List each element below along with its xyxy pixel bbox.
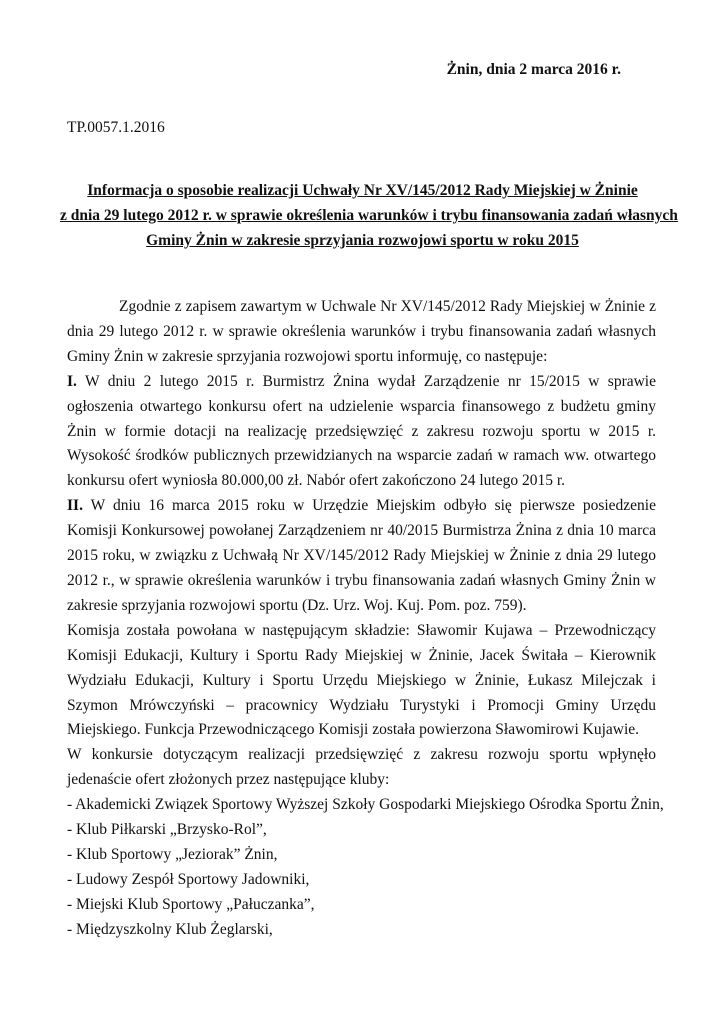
section-2 [67,494,656,619]
list-item: - Klub Sportowy „Jeziorak” Żnin, [67,845,278,863]
section-2-text: W dniu 16 marca 2015 roku w Urzędzie Miejskim odbyło się pierwsze posiedzenie Komisji Konkursowej powołanej Zarządzeniem nr 40/2015 Burmistrza Żnina z dnia 10 marca 2015 roku, w związku z Uchwałą Nr XV/145/2012 Rady Miejskiej w Żninie z dnia 29 lutego 2012 r., w sprawie określenia warunków i trybu finansowania zadań własnych Gminy Żnin w zakresie sprzyjania rozwojowi sportu (Dz. Urz. Woj. Kuj. Pom. poz. 759). [67,497,656,614]
section-1-text: W dniu 2 lutego 2015 r. Burmistrz Żnina wydał Zarządzenie nr 15/2015 w sprawie ogłoszenia otwartego konkursu ofert na udzielenie wsparcia finansowego z budżetu gminy Żnin w formie dotacji na realizację przedsięwzięć z zakresu rozwoju sportu w 2015 r. Wysokość środków publicznych przewidzianych na wsparcie zadań w ramach ww. otwartego konkursu ofert wyniosła 80.000,00 zł. Nabór ofert zakończono 24 lutego 2015 r. [67,372,656,490]
title-line-2: z dnia 29 lutego 2012 r. w sprawie określenia warunków i trybu finansowania zadań własnych [60,207,678,224]
clubs-list [67,793,664,942]
list-item: - Klub Piłkarski „Brzysko-Rol”, [67,821,267,839]
title-line-3: Gminy Żnin w zakresie sprzyjania rozwojowi sportu w roku 2015 [146,232,579,249]
section-2-label: II. [67,497,83,515]
offers-intro-paragraph: W konkursie dotyczącym realizacji przedsięwzięć z zakresu rozwoju sportu wpłynęło jedenaście ofert złożonych przez następujące kluby: [67,746,656,789]
title-line-1: Informacja o sposobie realizacji Uchwały Nr XV/145/2012 Rady Miejskiej w Żninie [87,182,638,199]
list-item: - Międzyszkolny Klub Żeglarski, [67,920,273,938]
intro-paragraph: Zgodnie z zapisem zawartym w Uchwale Nr XV/145/2012 Rady Miejskiej w Żninie z dnia 29 lutego 2012 r. w sprawie określenia warunków i trybu finansowania zadań własnych Gminy Żnin w zakresie sprzyjania rozwojowi sportu informuję, co następuje: [67,298,656,365]
commission-paragraph: Komisja została powołana w następującym składzie: Sławomir Kujawa – Przewodniczący Komisji Edukacji, Kultury i Sportu Rady Miejskiej w Żninie, Jacek Świtała – Kierownik Wydziału Edukacji, Kultury i Sportu Urzędu Miejskiego w Żninie, Łukasz Milejczak i Szymon Mrówczyński – pracownicy Wydziału Turystyki i Promocji Gminy Urzędu Miejskiego. Funkcja Przewodniczącego Komisji została powierzona Sławomirowi Kujawie. [67,621,656,739]
section-1 [67,370,656,495]
document-body [67,295,664,943]
list-item: - Miejski Klub Sportowy „Pałuczanka”, [67,895,315,913]
section-1-label: I. [67,372,77,390]
document-title [60,178,678,253]
list-item: - Akademicki Związek Sportowy Wyższej Szkoły Gospodarki Miejskiego Ośrodka Sportu Żnin, [67,796,664,814]
reference-number: TP.0057.1.2016 [67,119,165,136]
place-date: Żnin, dnia 2 marca 2016 r. [446,61,621,78]
list-item: - Ludowy Zespół Sportowy Jadowniki, [67,870,310,888]
